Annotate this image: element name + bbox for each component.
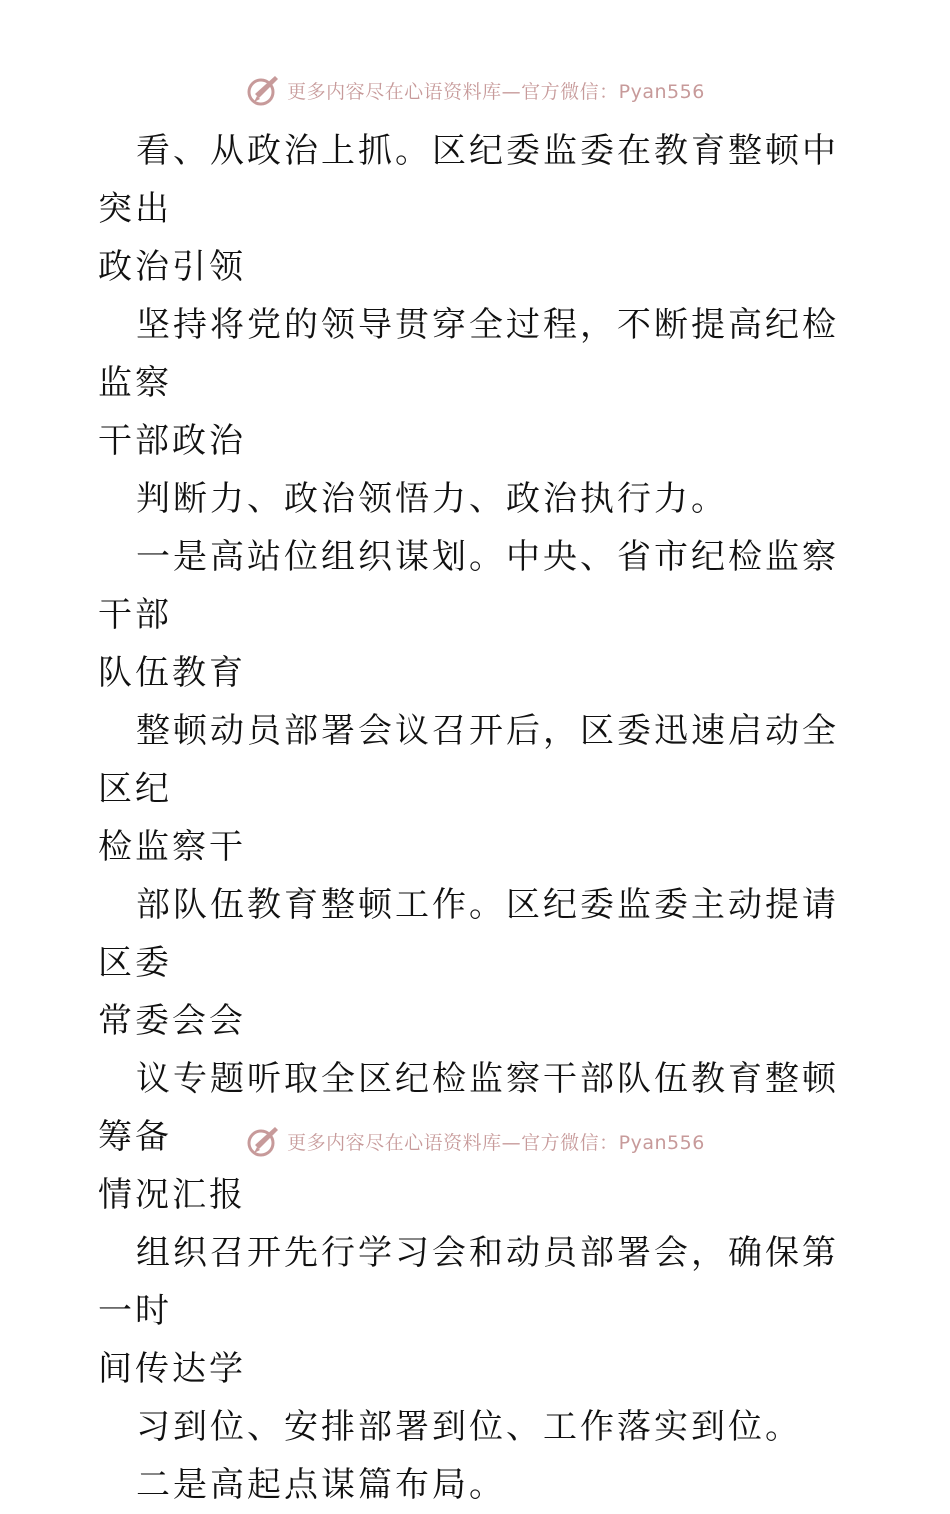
quill-logo-icon <box>245 72 281 108</box>
text-line: 部队伍教育整顿工作。区纪委监委主动提请区委 <box>98 885 839 983</box>
text-line: 议专题听取全区纪检监察干部队伍教育整顿筹备 <box>98 1059 839 1157</box>
header-watermark <box>0 70 950 110</box>
text-line: 坚持将党的领导贯穿全过程，不断提高纪检监察 <box>98 305 839 403</box>
watermark-text: 更多内容尽在心语资料库—官方微信：Pyan556 <box>287 80 705 103</box>
text-line: 情况汇报 <box>98 1175 246 1215</box>
text-line: 政治引领 <box>98 247 246 287</box>
text-line: 队伍教育 <box>98 653 246 693</box>
text-line: 常委会会 <box>98 1001 246 1041</box>
text-line: 检监察干 <box>98 827 246 867</box>
text-line: 干部政治 <box>98 421 246 461</box>
text-line: 一是高站位组织谋划。中央、省市纪检监察干部 <box>98 537 839 635</box>
footer-watermark <box>0 1121 950 1161</box>
quill-logo-icon <box>245 1123 281 1159</box>
text-line: 间传达学 <box>98 1349 246 1389</box>
text-line: 组织召开先行学习会和动员部署会，确保第一时 <box>98 1233 839 1331</box>
document-body <box>98 122 858 1514</box>
text-line: 判断力、政治领悟力、政治执行力。 <box>136 479 728 519</box>
text-line: 整顿动员部署会议召开后，区委迅速启动全区纪 <box>98 711 839 809</box>
text-line: 习到位、安排部署到位、工作落实到位。 <box>136 1407 802 1447</box>
text-line: 二是高起点谋篇布局。 <box>136 1465 506 1505</box>
watermark-text: 更多内容尽在心语资料库—官方微信：Pyan556 <box>287 1131 705 1154</box>
text-line: 看、从政治上抓。区纪委监委在教育整顿中突出 <box>98 131 839 229</box>
